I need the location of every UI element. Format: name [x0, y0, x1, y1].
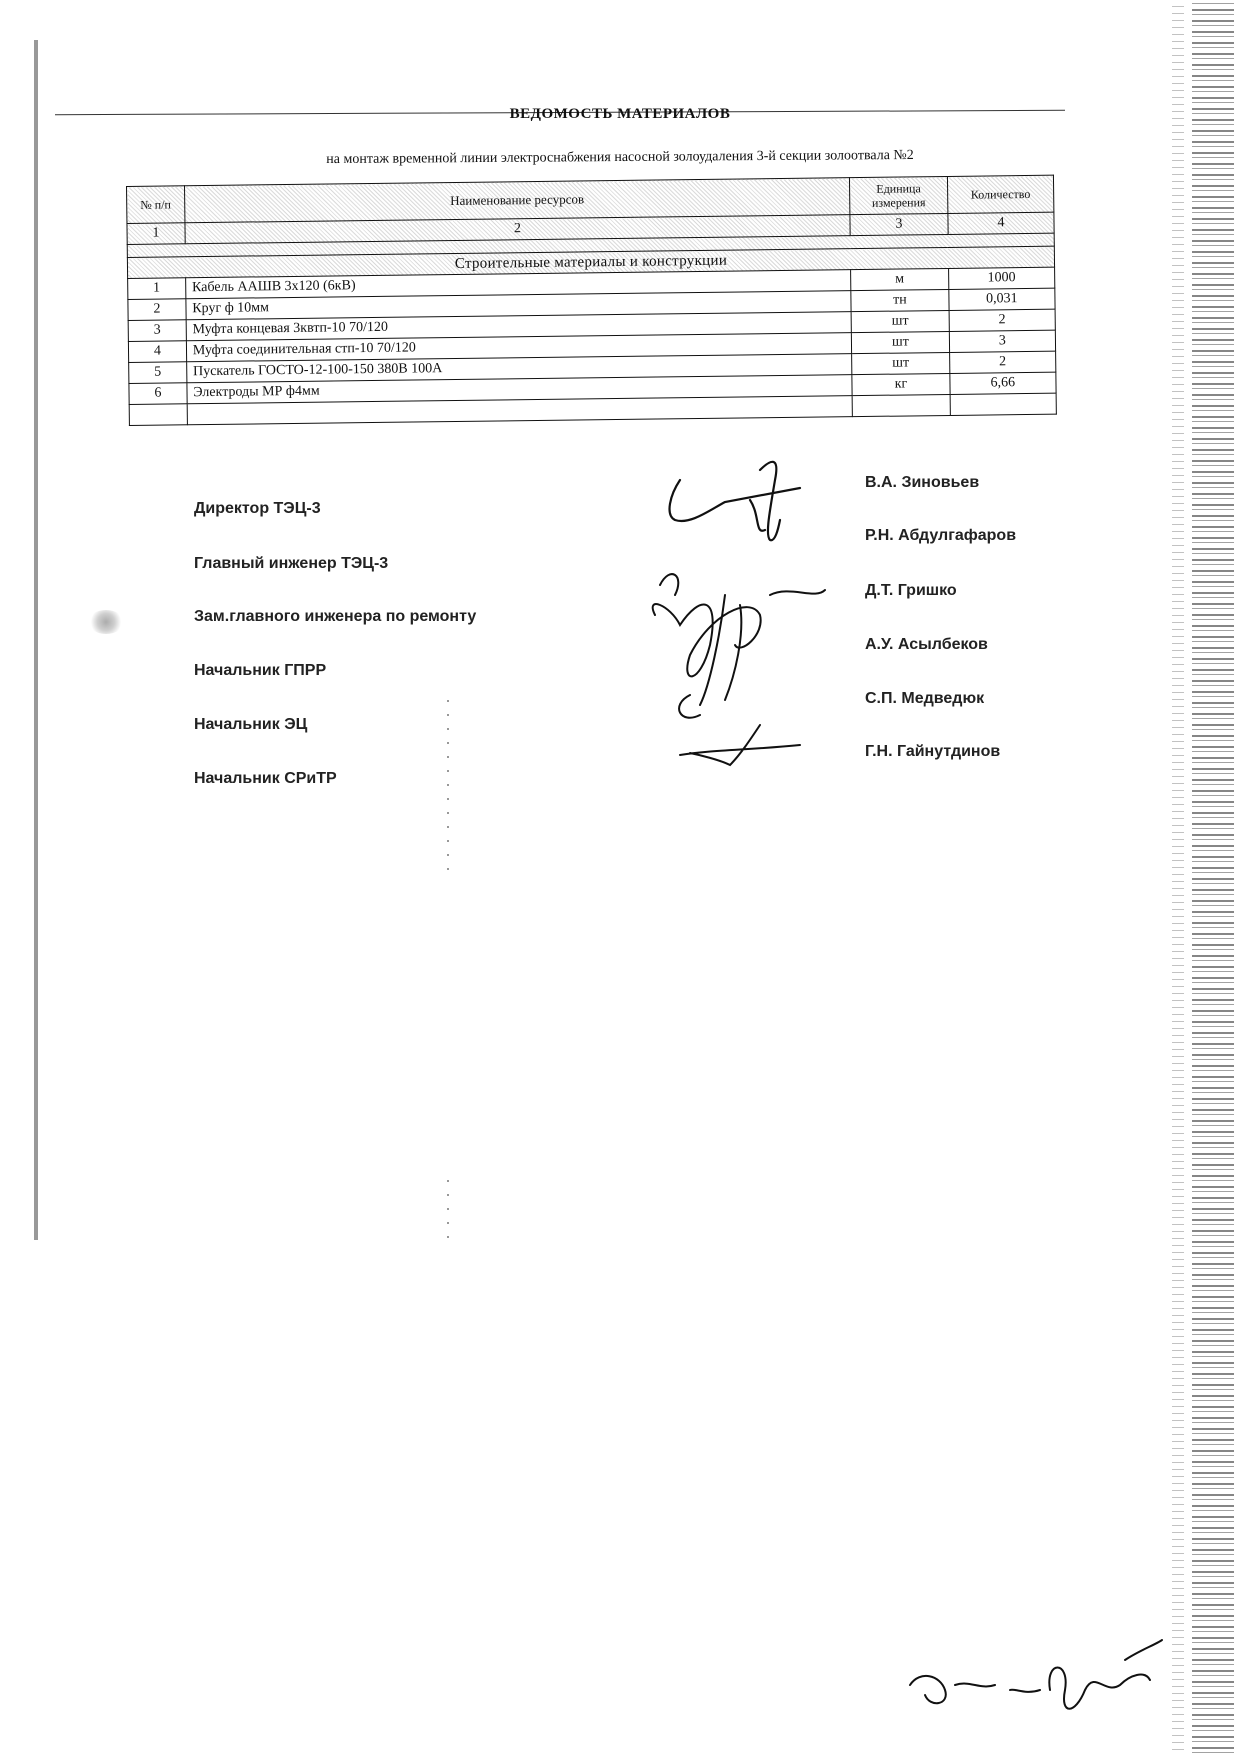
row-unit: шт [851, 331, 949, 353]
document-subtitle: на монтаж временной линии электроснабжения насосной золоудаления 3-й секции золоотвала №2 [326, 147, 914, 168]
row-num: 3 [128, 320, 186, 342]
name-asylbekov: А.У. Асылбеков [865, 636, 988, 653]
name-gainutdinov: Г.Н. Гайнутдинов [865, 743, 1001, 760]
row-num: 2 [128, 299, 186, 321]
role-director: Директор ТЭЦ-3 [194, 500, 321, 517]
row-num: 6 [129, 383, 187, 405]
row-num: 5 [129, 362, 187, 384]
section-title: Строительные материалы и конструкции [127, 246, 1054, 278]
scan-edge-artifact [1192, 0, 1234, 1754]
materials-table [126, 175, 1057, 426]
scan-dots [447, 1180, 449, 1240]
row-qty: 0,031 [949, 288, 1055, 310]
row-name: Муфта концевая 3квтп-10 70/120 [186, 312, 851, 341]
row-name: Круг ф 10мм [186, 291, 851, 320]
scan-dots [447, 700, 449, 880]
scan-edge-artifact [34, 40, 38, 1240]
header-name: Наименование ресурсов [184, 178, 850, 223]
role-head-sritr: Начальник СРиТР [194, 770, 337, 787]
role-head-ec: Начальник ЭЦ [194, 716, 308, 733]
role-head-gprr: Начальник ГПРР [194, 662, 327, 679]
row-name: Кабель ААШВ 3х120 (6кВ) [185, 270, 850, 299]
name-grishko: Д.Т. Гришко [865, 582, 957, 599]
row-qty: 2 [949, 351, 1055, 373]
column-number: 3 [850, 213, 948, 235]
row-num: 4 [128, 341, 186, 363]
name-zinovyev: В.А. Зиновьев [865, 474, 980, 491]
row-qty: 6,66 [950, 372, 1056, 394]
row-name: Пускатель ГОСТО-12-100-150 380В 100А [186, 354, 851, 383]
row-unit: кг [852, 373, 950, 395]
row-qty: 2 [949, 309, 1055, 331]
header-qty: Количество [947, 175, 1054, 213]
name-medvedyuk: С.П. Медведюк [865, 690, 985, 707]
name-abdulgafarov: Р.Н. Абдулгафаров [865, 527, 1017, 544]
role-deputy-chief-engineer: Зам.главного инженера по ремонту [194, 608, 477, 625]
stamp-icon [88, 610, 124, 634]
column-number: 4 [948, 212, 1054, 234]
column-number: 2 [185, 215, 850, 244]
row-num: 1 [128, 278, 186, 300]
signature-icon [640, 555, 850, 775]
row-unit: шт [851, 310, 949, 332]
row-name: Муфта соединительная стп-10 70/120 [186, 333, 851, 362]
row-qty: 1000 [948, 267, 1054, 289]
row-qty: 3 [949, 330, 1055, 352]
document-title: ВЕДОМОСТЬ МАТЕРИАЛОВ [509, 106, 731, 122]
signature-icon [900, 1630, 1180, 1730]
row-unit: тн [851, 289, 949, 311]
signature-icon [650, 440, 850, 560]
role-chief-engineer: Главный инженер ТЭЦ-3 [194, 555, 389, 572]
header-unit: Единица измерения [850, 176, 948, 214]
row-name: Электроды МР ф4мм [187, 375, 852, 404]
row-unit: м [851, 268, 949, 290]
header-num: № п/п [127, 186, 185, 224]
row-unit: шт [852, 352, 950, 374]
column-number: 1 [127, 223, 185, 245]
scan-edge-artifact [1172, 0, 1184, 1754]
